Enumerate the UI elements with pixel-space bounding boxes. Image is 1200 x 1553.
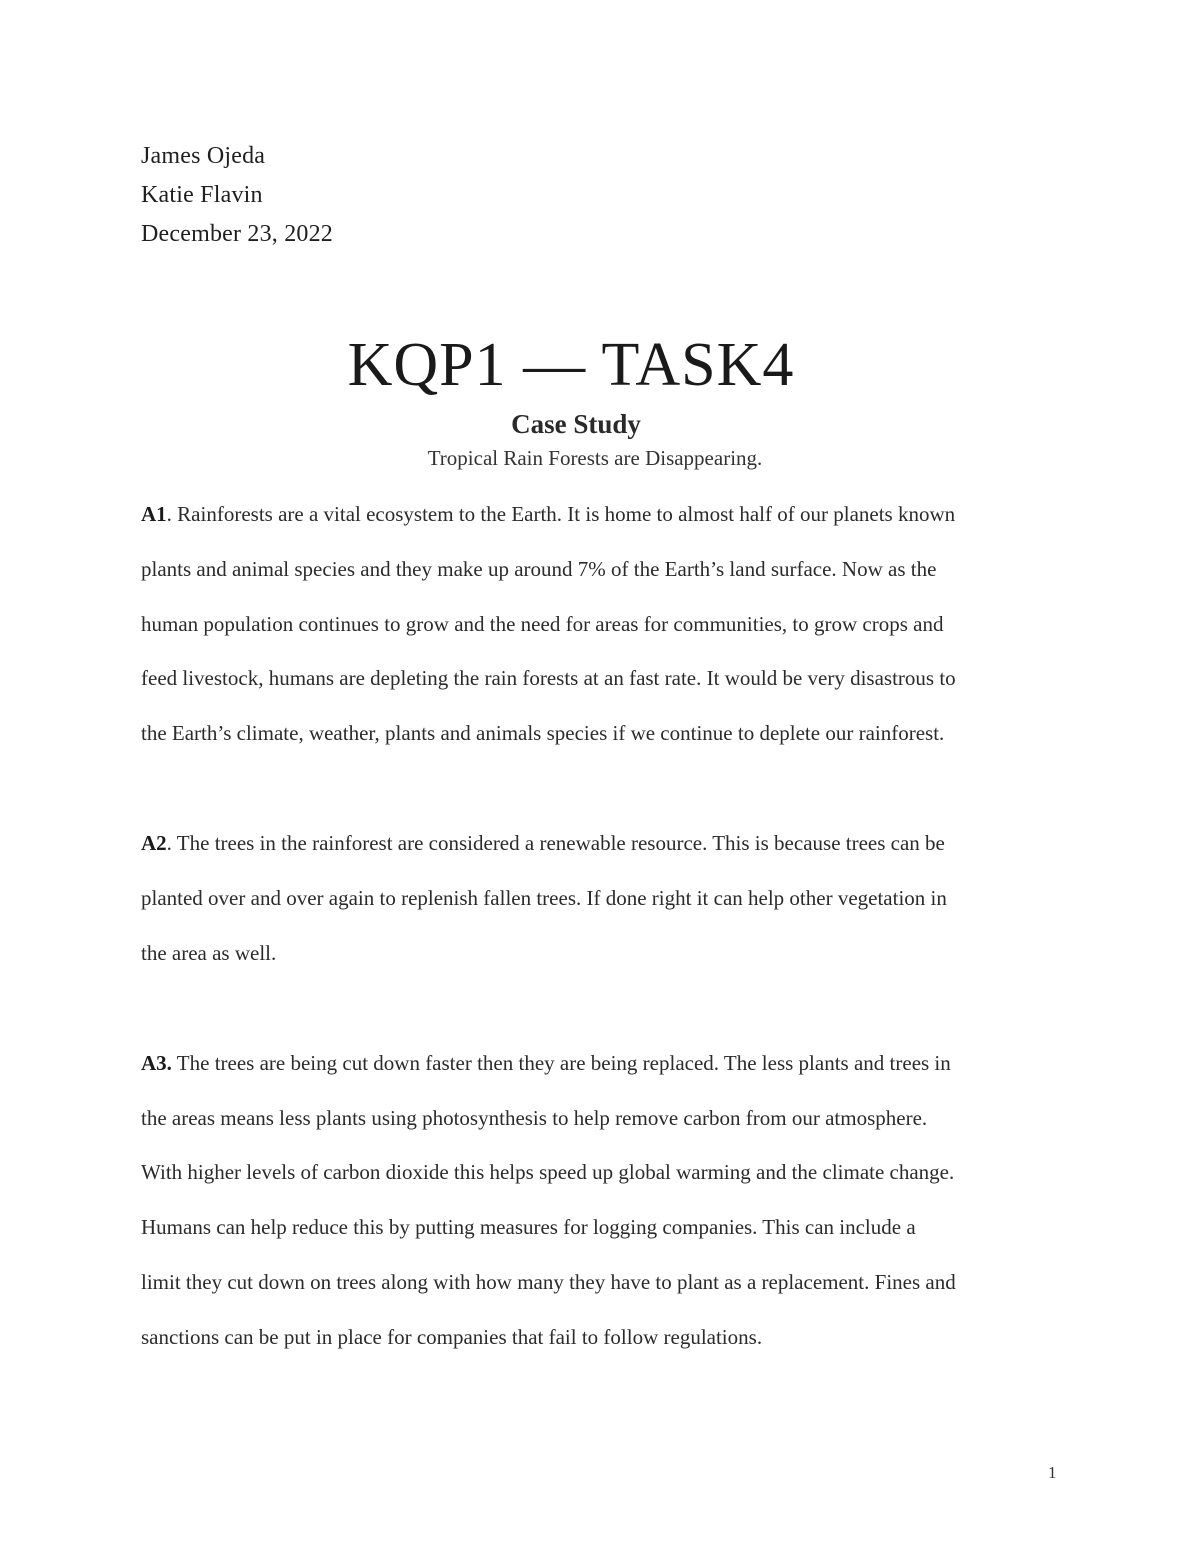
section-a3-line: With higher levels of carbon dioxide this helps speed up global warming and the climate change.	[141, 1160, 955, 1184]
section-a2-line	[141, 831, 945, 856]
section-a2-label: A2	[141, 831, 167, 855]
document-title: KQP1 — TASK4	[347, 331, 795, 399]
section-a1-line: plants and animal species and they make up around 7% of the Earth’s land surface. Now as the	[141, 557, 937, 581]
section-a1-label: A1	[141, 502, 167, 526]
section-a2-text: . The trees in the rainforest are considered a renewable resource. This is because trees can be	[166, 831, 945, 855]
author-name: James Ojeda	[141, 143, 266, 169]
section-a3-text: The trees are being cut down faster then they are being replaced. The less plants and trees in	[171, 1051, 951, 1075]
section-a1-line: feed livestock, humans are depleting the rain forests at an fast rate. It would be very disastrous to	[141, 666, 956, 690]
document-subheading: Tropical Rain Forests are Disappearing.	[427, 446, 763, 470]
section-a3-label: A3.	[141, 1051, 172, 1075]
section-a2-line: the area as well.	[141, 941, 277, 965]
section-a2-line: planted over and over again to replenish fallen trees. If done right it can help other vegetation in	[141, 886, 947, 910]
section-a3-line: Humans can help reduce this by putting measures for logging companies. This can include a	[141, 1215, 916, 1239]
section-a3-line: limit they cut down on trees along with how many they have to plant as a replacement. Fines and	[141, 1270, 956, 1294]
document-date: December 23, 2022	[141, 221, 334, 247]
section-a1-text: . Rainforests are a vital ecosystem to the Earth. It is home to almost half of our planets known	[166, 502, 956, 526]
section-a3-line	[141, 1051, 951, 1076]
section-a1-line: human population continues to grow and the need for areas for communities, to grow crops and	[141, 612, 944, 636]
section-a1-line: the Earth’s climate, weather, plants and animals species if we continue to deplete our rainforest.	[141, 721, 945, 745]
section-a3-line: the areas means less plants using photosynthesis to help remove carbon from our atmosphere.	[141, 1106, 928, 1130]
instructor-name: Katie Flavin	[141, 182, 263, 208]
page-number: 1	[1048, 1463, 1057, 1482]
section-a3-line: sanctions can be put in place for companies that fail to follow regulations.	[141, 1325, 763, 1349]
document-subtitle: Case Study	[511, 409, 641, 439]
section-a1-line	[141, 502, 955, 527]
